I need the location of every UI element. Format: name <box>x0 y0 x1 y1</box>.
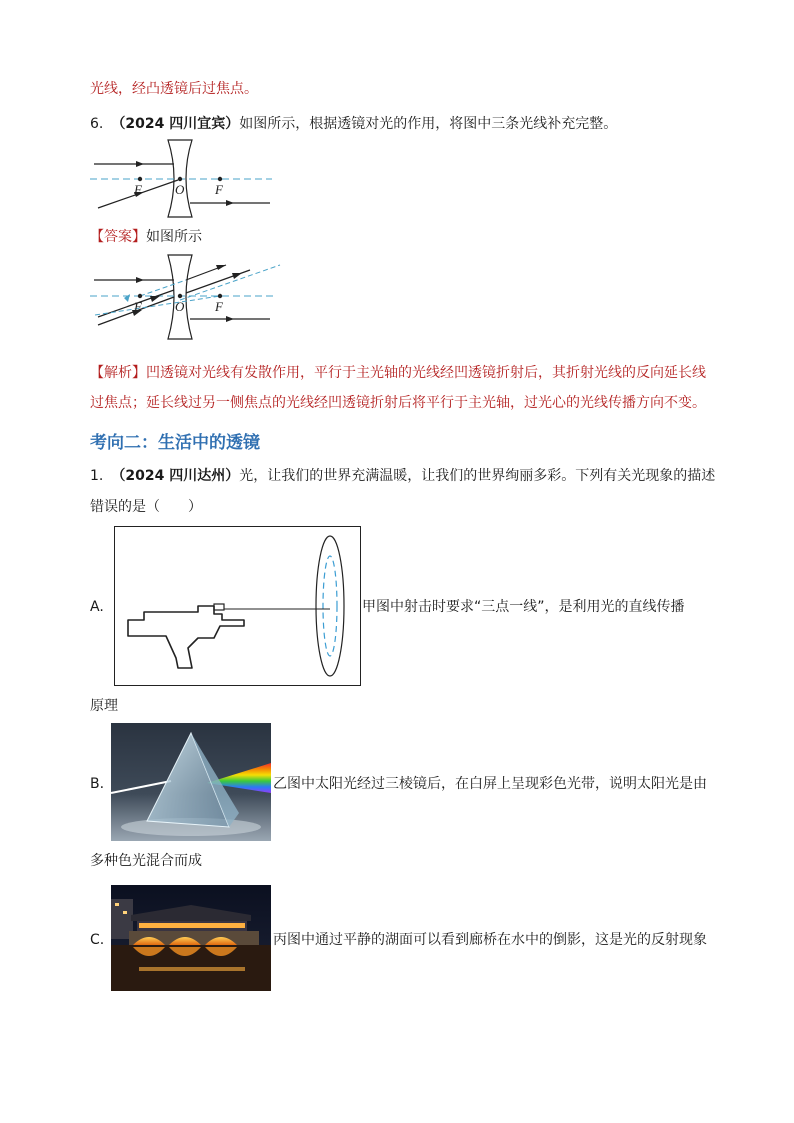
answer-line <box>90 227 202 247</box>
question-number: 6. <box>90 116 104 132</box>
question-source: （2024 四川宜宾） <box>111 116 240 132</box>
intro-text: 光线，经凸透镜后过焦点。 <box>90 81 258 97</box>
center-label: O <box>175 299 185 314</box>
option-c-letter: C. <box>90 932 105 948</box>
analysis-text-2: 过焦点；延长线过另一侧焦点的光线经凹透镜折射后将平行于主光轴，过光心的光线传播方向不变。 <box>90 395 706 411</box>
option-c-text: 丙图中通过平静的湖面可以看到廊桥在水中的倒影，这是光的反射现象 <box>273 932 707 948</box>
option-a-continuation: 原理 <box>90 698 118 714</box>
answer-text: 如图所示 <box>146 229 202 245</box>
option-b-text: 乙图中太阳光经过三棱镜后，在白屏上呈现彩色光带，说明太阳光是由 <box>273 776 707 792</box>
focus-label-left: F <box>134 182 142 197</box>
focus-label-right: F <box>215 299 223 314</box>
answer-tag: 【答案】 <box>90 229 146 245</box>
section-heading: 考向二：生活中的透镜 <box>90 433 260 453</box>
option-a-letter: A. <box>90 599 104 615</box>
option-b-continuation: 多种色光混合而成 <box>90 853 202 869</box>
option-b-letter: B. <box>90 776 105 792</box>
analysis-text-1: 凹透镜对光线有发散作用，平行于主光轴的光线经凹透镜折射后，其折射光线的反向延长线 <box>146 365 706 381</box>
question-1-line-2: 错误的是（ ） <box>90 499 202 515</box>
analysis-tag: 【解析】 <box>90 365 146 381</box>
center-label: O <box>175 182 185 197</box>
focus-label-left: F <box>134 299 142 314</box>
focus-label-right: F <box>215 182 223 197</box>
prism-photo <box>111 723 271 841</box>
question-6 <box>90 114 617 134</box>
question-source: （2024 四川达州） <box>111 468 240 484</box>
concave-lens-diagram-question <box>90 140 290 220</box>
concave-lens-diagram-answer <box>90 255 290 343</box>
question-number: 1. <box>90 468 104 484</box>
question-1-line-1 <box>90 466 715 486</box>
question-text: 如图所示，根据透镜对光的作用，将图中三条光线补充完整。 <box>239 116 618 132</box>
question-text: 光，让我们的世界充满温暖，让我们的世界绚丽多彩。下列有关光现象的描述 <box>239 468 716 484</box>
analysis-line-1 <box>90 363 706 383</box>
option-a-text: 甲图中射击时要求“三点一线”，是利用光的直线传播 <box>362 599 685 615</box>
rifle-sight-figure <box>114 526 361 686</box>
covered-bridge-photo <box>111 885 271 991</box>
